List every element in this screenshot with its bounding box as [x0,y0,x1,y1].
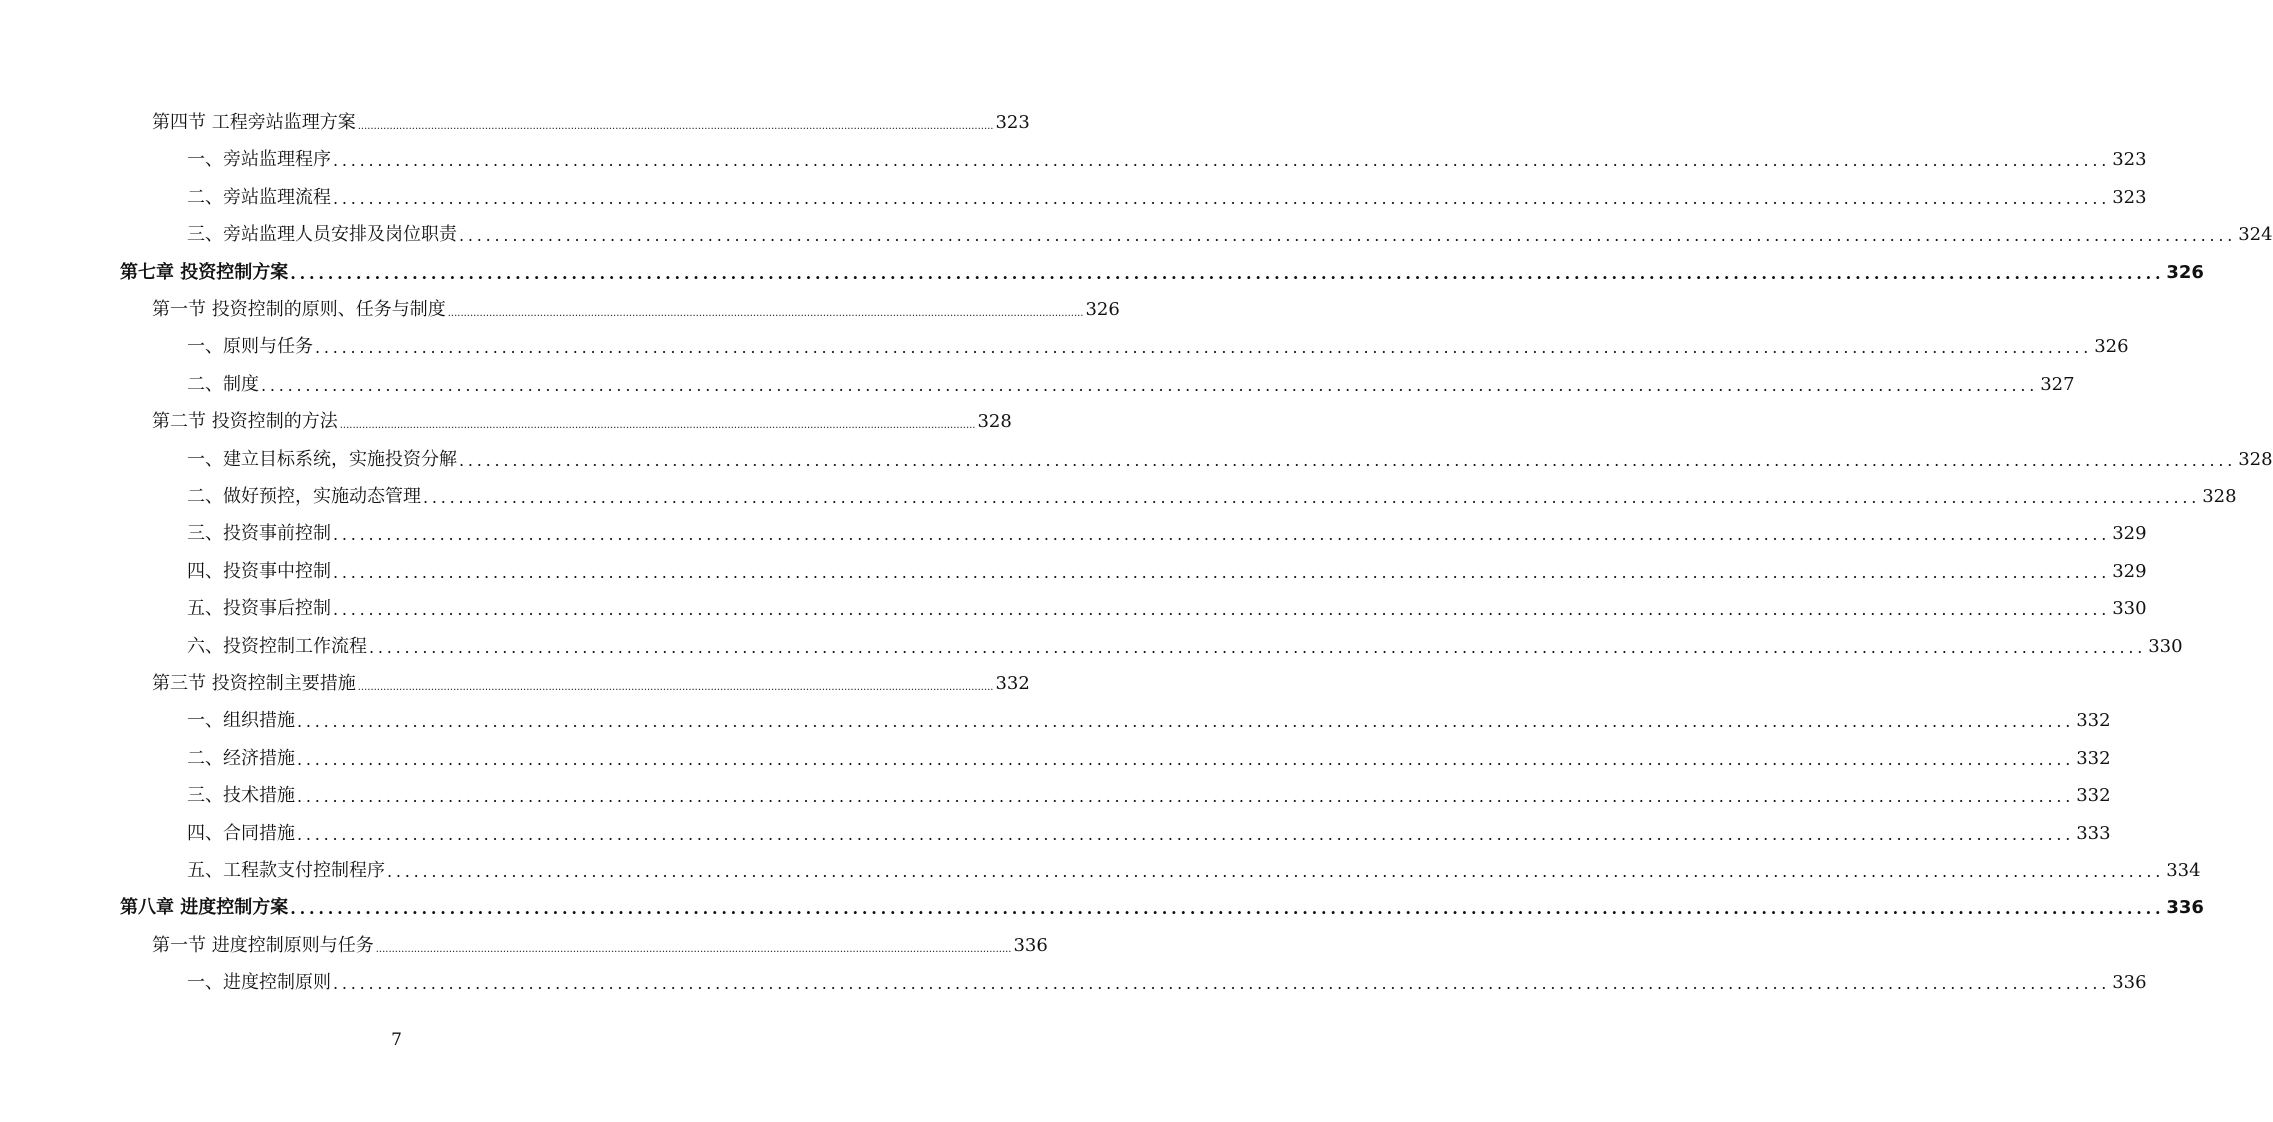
toc-dot-leader: ........................................................................................................................................................................................................ [290,263,2165,283]
toc-entry-title: 六、投资控制工作流程 [187,635,367,657]
toc-entry-title: 四、投资事中控制 [187,560,331,582]
toc-entry-page: 332 [2076,785,2111,807]
toc-entry-title: 五、工程款支付控制程序 [187,860,385,881]
toc-section-entry[interactable] [152,104,1030,134]
toc-item-entry[interactable] [187,628,2183,658]
toc-dot-leader: ........................................................................................................................................................................................................ [339,420,976,432]
toc-entry-title: 第三节 投资控制主要措施 [152,673,356,694]
toc-entry-page: 334 [2166,860,2201,881]
toc-dot-leader: ........................................................................................................................................................................................................ [333,600,2111,620]
toc-entry-page: 336 [2112,972,2147,994]
toc-entry-page: 326 [2166,261,2204,283]
toc-item-entry[interactable] [187,515,2147,545]
toc-entry-page: 329 [2112,523,2147,545]
toc-entry-page: 328 [2202,486,2237,507]
toc-dot-leader: ........................................................................................................................................................................................................ [369,637,2147,657]
toc-entry-title: 二、做好预控，实施动态管理 [187,486,421,507]
toc-entry-page: 330 [2112,598,2147,620]
toc-entry-title: 三、投资事前控制 [187,523,331,545]
toc-item-entry[interactable] [187,216,2273,246]
toc-dot-leader: ........................................................................................................................................................................................................ [261,375,2039,395]
toc-entry-page: 336 [1013,934,1048,956]
toc-entry-title: 一、原则与任务 [187,336,313,358]
toc-entry-title: 二、经济措施 [187,747,295,769]
toc-section-entry[interactable] [152,291,1120,321]
toc-item-entry[interactable] [187,441,2273,471]
toc-entry-page: 330 [2148,635,2183,657]
toc-dot-leader: ........................................................................................................................................................................................................ [290,899,2165,919]
toc-entry-page: 323 [2112,149,2147,171]
toc-item-entry[interactable] [187,366,2075,396]
toc-dot-leader: ........................................................................................................................................................................................................ [333,151,2111,171]
toc-dot-leader: ........................................................................................................................................................................................................ [297,712,2075,732]
toc-item-entry[interactable] [187,740,2111,770]
toc-entry-title: 第一节 进度控制原则与任务 [152,934,374,956]
toc-dot-leader: ........................................................................................................................................................................................................ [423,488,2201,507]
toc-item-entry[interactable] [187,141,2147,171]
toc-entry-title: 五、投资事后控制 [187,598,331,620]
toc-item-entry[interactable] [187,815,2111,845]
toc-dot-leader: ........................................................................................................................................................................................................ [297,824,2075,844]
toc-dot-leader: ........................................................................................................................................................................................................ [333,188,2111,208]
toc-entry-title: 一、建立目标系统，实施投资分解 [187,448,457,470]
toc-entry-title: 第七章 投资控制方案 [120,261,289,283]
toc-entry-page: 324 [2238,224,2273,246]
toc-entry-page: 333 [2076,822,2111,844]
toc-entry-title: 二、旁站监理流程 [187,186,331,208]
toc-dot-leader: ........................................................................................................................................................................................................ [315,338,2093,358]
toc-entry-page: 328 [977,411,1012,433]
toc-section-entry[interactable] [152,403,1012,433]
toc-entry-title: 第八章 进度控制方案 [120,897,289,919]
toc-entry-title: 三、技术措施 [187,785,295,807]
toc-dot-leader: ........................................................................................................................................................................................................ [333,525,2111,545]
toc-chapter-entry[interactable] [120,889,2204,919]
toc-dot-leader: ........................................................................................................................................................................................................ [357,682,994,693]
toc-item-entry[interactable] [187,553,2147,583]
toc-entry-page: 332 [2076,747,2111,769]
toc-section-entry[interactable] [152,927,1048,957]
toc-entry-page: 329 [2112,560,2147,582]
toc-section-entry[interactable] [152,665,1030,695]
toc-dot-leader: ........................................................................................................................................................................................................ [387,862,2165,881]
toc-entry-page: 327 [2040,373,2075,395]
toc-dot-leader: ........................................................................................................................................................................................................ [375,943,1012,955]
toc-item-entry[interactable] [187,478,2237,508]
toc-entry-page: 326 [1085,299,1120,320]
toc-entry-page: 326 [2094,336,2129,358]
toc-entry-page: 323 [2112,186,2147,208]
toc-dot-leader: ........................................................................................................................................................................................................ [447,308,1084,319]
toc-dot-leader: ........................................................................................................................................................................................................ [333,974,2111,994]
toc-entry-title: 第四节 工程旁站监理方案 [152,112,356,133]
toc-dot-leader: ........................................................................................................................................................................................................ [297,787,2075,807]
toc-entry-title: 四、合同措施 [187,822,295,844]
toc-item-entry[interactable] [187,590,2147,620]
toc-entry-title: 一、进度控制原则 [187,972,331,994]
toc-dot-leader: ........................................................................................................................................................................................................ [333,562,2111,582]
toc-entry-page: 336 [2166,897,2204,919]
toc-item-entry[interactable] [187,852,2201,882]
toc-entry-page: 328 [2238,448,2273,470]
toc-item-entry[interactable] [187,777,2111,807]
toc-item-entry[interactable] [187,964,2147,994]
toc-entry-title: 一、旁站监理程序 [187,149,331,171]
toc-dot-leader: ........................................................................................................................................................................................................ [297,749,2075,769]
toc-chapter-entry[interactable] [120,254,2204,284]
toc-item-entry[interactable] [187,328,2129,358]
toc-item-entry[interactable] [187,179,2147,209]
toc-dot-leader: ........................................................................................................................................................................................................ [459,450,2237,470]
toc-entry-page: 332 [2076,710,2111,732]
page-number: 7 [391,1030,402,1050]
toc-dot-leader: ........................................................................................................................................................................................................ [459,226,2237,246]
toc-item-entry[interactable] [187,702,2111,732]
toc-dot-leader: ........................................................................................................................................................................................................ [357,121,994,132]
toc-entry-title: 二、制度 [187,373,259,395]
toc-entry-title: 第二节 投资控制的方法 [152,411,338,433]
toc-entry-title: 三、旁站监理人员安排及岗位职责 [187,224,457,246]
toc-entry-page: 332 [995,673,1030,694]
toc-entry-title: 第一节 投资控制的原则、任务与制度 [152,299,446,320]
toc-entry-title: 一、组织措施 [187,710,295,732]
toc-entry-page: 323 [995,112,1030,133]
